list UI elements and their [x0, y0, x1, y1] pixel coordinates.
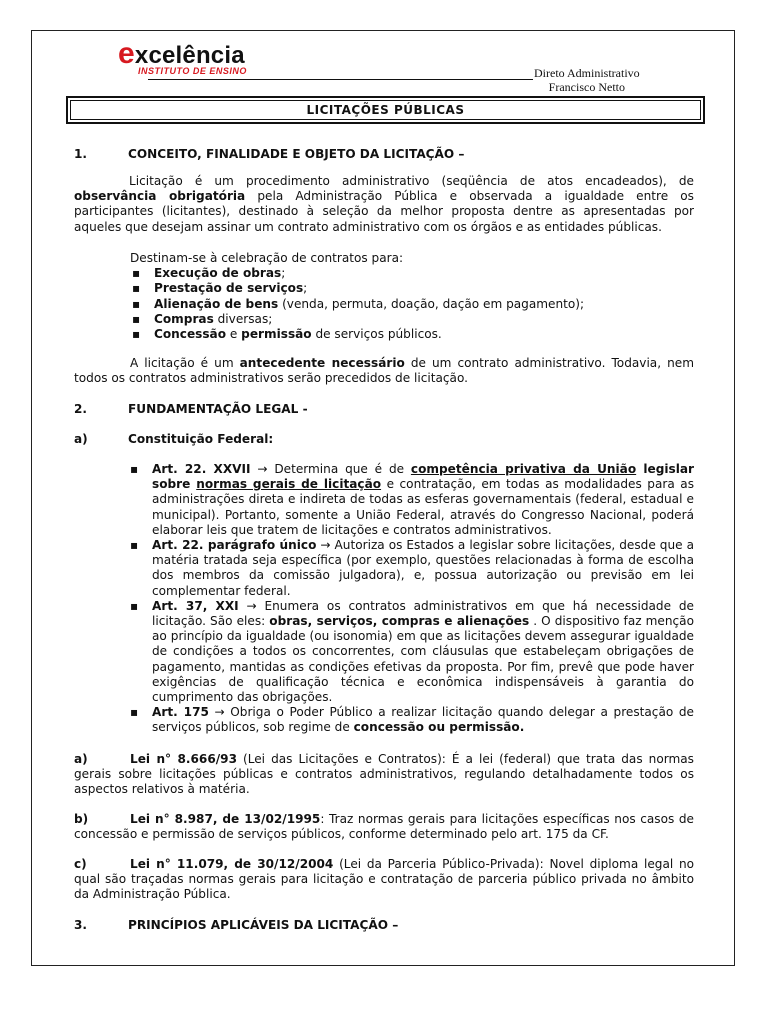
- lei-8666: a) Lei n° 8.666/93 (Lei das Licitações e Contratos): É a lei (federal) que trata das normas gerais sobre licitações públicas e contratos administrativos, regulando detalhadamente todos os aspectos relativos à matéria.: [74, 752, 694, 797]
- institution-logo: [118, 37, 288, 76]
- title-box: [66, 96, 705, 124]
- article-item: ▪ Art. 175 → Obriga o Poder Público a realizar licitação quando delegar a prestação de serviços públicos, sob regime de concessão ou permissão.: [128, 705, 694, 735]
- logo-subtitle: INSTITUTO DE ENSINO: [138, 66, 247, 76]
- section-1-heading: 1. CONCEITO, FINALIDADE E OBJETO DA LICITAÇÃO –: [74, 147, 465, 161]
- lei-11079: c) Lei n° 11.079, de 30/12/2004 (Lei da Parceria Público-Privada): Novel diploma legal no qual são traçadas normas gerais para licitação e contratação de parceria público privada no âmbito da Administração Pública.: [74, 857, 695, 902]
- list-item: ▪ Alienação de bens (venda, permuta, doação, dação em pagamento);: [130, 297, 690, 312]
- contracts-list: [130, 251, 690, 342]
- article-item: ▪ Art. 37, XXI → Enumera os contratos administrativos em que há necessidade de licitação. São eles: obras, serviços, compras e alienações . O dispositivo faz menção ao princípio da igualdade (ou isonomia) em que as licitações devem assegurar igualdade de condições a todos os concorrentes, com cláusulas que estabeleçam obrigações de pagamento, mantidas as condições efetivas da proposta. Por fim, prevê que pode haver exigências de qualificação técnica e econômica indispensáveis à garantia do cumprimento das obrigações.: [128, 599, 694, 705]
- article-item: ▪ Art. 22. XXVII → Determina que é de competência privativa da União legislar sobre normas gerais de licitação e contratação, em todas as modalidades para as administrações direta e indireta de todas as esferas governamentais (federal, estadual e municipal). Portanto, somente a União Federal, através do Congresso Nacional, poderá elaborar leis que tratem de licitações e contratos administrativos.: [128, 462, 694, 538]
- course-name: Direto Administrativo: [534, 66, 640, 80]
- logo-wordmark: excelência: [118, 37, 245, 70]
- list-item: ▪ Compras diversas;: [130, 312, 690, 327]
- article-item: ▪ Art. 22. parágrafo único → Autoriza os Estados a legislar sobre licitações, desde que a matéria tratada seja específica (por exemplo, questões relacionadas à forma de escolha dos membros da comissão julgadora), e, possua autorização ou previsão em lei complementar federal.: [128, 538, 694, 599]
- header-rule: [148, 79, 533, 80]
- constituicao-heading: a) Constituição Federal:: [74, 432, 274, 446]
- author-name: Francisco Netto: [548, 80, 625, 94]
- articles-list: [128, 462, 694, 736]
- page-title: LICITAÇÕES PÚBLICAS: [70, 100, 701, 120]
- section-1-closing: A licitação é um antecedente necessário de um contrato administrativo. Todavia, nem todos os contratos administrativos serão precedidos de licitação.: [74, 356, 694, 386]
- section-1-paragraph: Licitação é um procedimento administrativo (seqüência de atos encadeados), de observância obrigatória pela Administração Pública e observada a igualdade entre os participantes (licitantes), destinado à seleção da melhor proposta dentre as apresentadas por aqueles que desejam assinar um contrato administrativo com os órgãos e as entidades públicas.: [74, 174, 694, 234]
- contracts-intro: Destinam-se à celebração de contratos para:: [130, 251, 404, 265]
- lei-8987: b) Lei n° 8.987, de 13/02/1995: Traz normas gerais para licitações específicas nos casos de concessão e permissão de serviços públicos, conforme determinado pelo art. 175 da CF.: [74, 812, 694, 842]
- list-item: ▪ Execução de obras;: [130, 266, 690, 281]
- list-item: ▪ Concessão e permissão de serviços públicos.: [130, 327, 690, 342]
- header-info: [534, 66, 640, 94]
- section-2-heading: 2. FUNDAMENTAÇÃO LEGAL -: [74, 402, 308, 416]
- list-item: ▪ Prestação de serviços;: [130, 281, 690, 296]
- section-3-heading: 3. PRINCÍPIOS APLICÁVEIS DA LICITAÇÃO –: [74, 918, 399, 932]
